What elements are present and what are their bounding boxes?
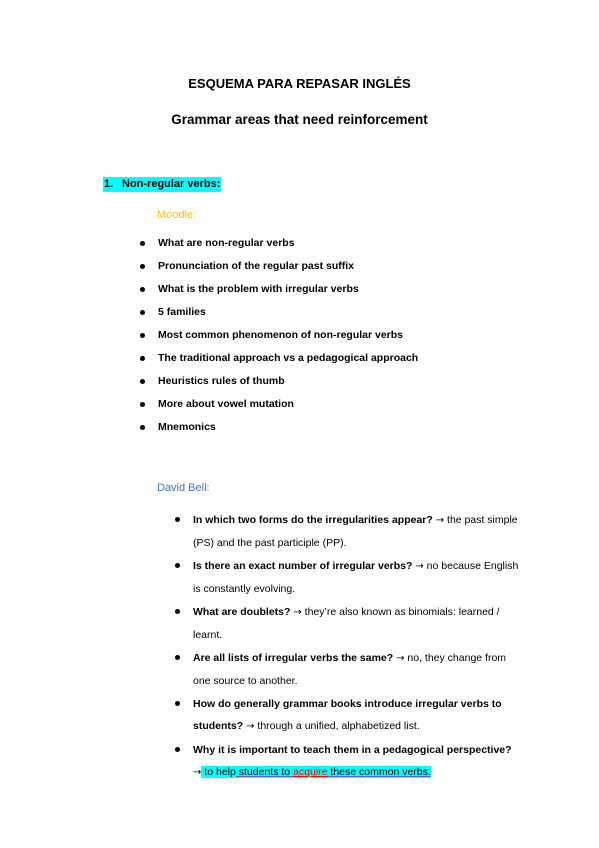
david-bell-qa-list (175, 509, 520, 785)
bullet-icon (140, 310, 145, 315)
arrow-icon: → (396, 653, 405, 664)
highlighted-answer (201, 766, 430, 778)
list-item: Heuristics rules of thumb (140, 375, 418, 398)
section-heading (103, 178, 221, 190)
answer-part: to help (201, 766, 236, 778)
question: In which two forms do the irregularities appear? (193, 514, 433, 526)
bullet-icon (175, 563, 180, 568)
qa-item (175, 601, 520, 646)
question: Are all lists of irregular verbs the same? (193, 652, 394, 664)
arrow-icon: → (435, 515, 445, 526)
spellcheck-word: acquire (293, 766, 328, 778)
answer-part: students to (235, 766, 294, 778)
document-title: ESQUEMA PARA REPASAR INGLÉS (188, 76, 411, 91)
list-item: Most common phenomenon of non-regular verbs (140, 329, 418, 352)
arrow-icon: → (415, 561, 424, 572)
section-number: 1. (104, 178, 114, 190)
moodle-topic-list (140, 237, 418, 444)
bullet-icon (175, 655, 180, 660)
section-heading-highlight (103, 177, 221, 192)
bullet-icon (140, 356, 145, 361)
list-item: More about vowel mutation (140, 398, 418, 421)
arrow-icon: → (246, 721, 255, 732)
list-item: What are non-regular verbs (140, 237, 418, 260)
document-subtitle: Grammar areas that need reinforcement (171, 112, 428, 127)
bullet-icon (140, 402, 145, 407)
bullet-icon (140, 287, 145, 292)
bullet-icon (140, 379, 145, 384)
answer: no, they change from one source to another. (193, 652, 507, 687)
arrow-icon: → (193, 767, 202, 778)
question: Is there an exact number of irregular verbs? (193, 560, 413, 572)
bullet-icon (140, 241, 145, 246)
list-item: Pronunciation of the regular past suffix (140, 260, 418, 283)
bullet-icon (175, 701, 180, 706)
list-item: What is the problem with irregular verbs (140, 283, 418, 306)
bullet-icon (140, 425, 145, 430)
list-item: 5 families (140, 306, 418, 329)
section-label: Non-regular verbs: (122, 178, 221, 190)
qa-item (175, 509, 520, 554)
bullet-icon (140, 264, 145, 269)
bullet-icon (175, 609, 180, 614)
qa-item (175, 693, 520, 738)
list-item: Mnemonics (140, 421, 418, 444)
answer: through a unified, alphabetized list. (254, 720, 420, 732)
answer: they’re also known as binomials: learned / learnt. (193, 606, 500, 641)
arrow-icon: → (293, 607, 302, 618)
question: Why it is important to teach them in a pedagogical perspective? (193, 744, 512, 756)
answer-part: these common verbs. (327, 766, 431, 778)
qa-item (175, 555, 520, 600)
question: What are doublets? (193, 606, 291, 618)
qa-item (175, 647, 520, 692)
david-bell-source-label: David Bell: (157, 482, 210, 494)
bullet-icon (175, 517, 180, 522)
bullet-icon (175, 747, 180, 752)
qa-item (175, 739, 520, 784)
answer: no because English is constantly evolving. (193, 560, 519, 595)
moodle-source-label: Moodle: (157, 209, 197, 221)
bullet-icon (140, 333, 145, 338)
answer: the past simple (PS) and the past participle (PP). (193, 514, 518, 549)
list-item: The traditional approach vs a pedagogical approach (140, 352, 418, 375)
question: How do generally grammar books introduce irregular verbs to students? (193, 698, 502, 732)
